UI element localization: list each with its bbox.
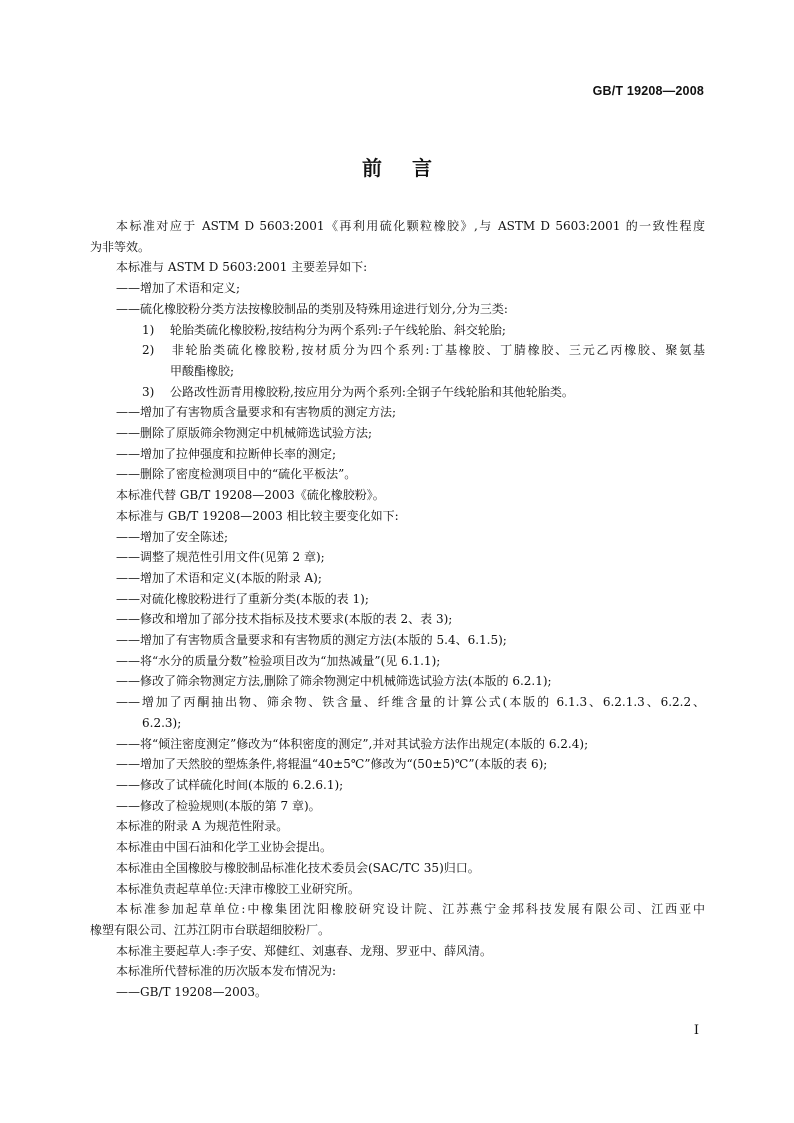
text-line: ——硫化橡胶粉分类方法按橡胶制品的类别及特殊用途进行划分,分为三类: <box>116 301 508 316</box>
list-text: 轮胎类硫化橡胶粉,按结构分为两个系列:子午线轮胎、斜交轮胎; <box>170 322 506 337</box>
text-line: ——删除了密度检测项目中的“硫化平板法”。 <box>116 467 357 482</box>
text-line: ——调整了规范性引用文件(见第 2 章); <box>116 550 325 565</box>
list-text: 公路改性沥青用橡胶粉,按应用分为两个系列:全钢子午线轮胎和其他轮胎类。 <box>170 384 574 399</box>
text-line <box>90 382 705 403</box>
text-line: ——对硫化橡胶粉进行了重新分类(本版的表 1); <box>116 591 369 606</box>
text-line: ——修改了检验规则(本版的第 7 章)。 <box>116 798 321 813</box>
text-line: ——删除了原版筛余物测定中机械筛选试验方法; <box>116 426 373 441</box>
text-line: ——GB/T 19208—2003。 <box>116 985 267 1000</box>
text-line: 6.2.3); <box>142 715 182 730</box>
text-line: 本标准由中国石油和化学工业协会提出。 <box>116 840 333 855</box>
text-line: ——增加了术语和定义; <box>116 281 241 296</box>
text-line <box>90 320 705 341</box>
foreword-body <box>90 216 705 1003</box>
text-line: 本标准的附录 A 为规范性附录。 <box>116 819 289 834</box>
text-line: 本标准参加起草单位:中橡集团沈阳橡胶研究设计院、江苏燕宁金邦科技发展有限公司、江西亚中 <box>116 902 705 917</box>
text-line <box>90 340 705 361</box>
list-number: 2) <box>142 343 155 358</box>
text-line: ——修改了试样硫化时间(本版的 6.2.6.1); <box>116 777 344 792</box>
list-number: 1) <box>142 322 155 337</box>
text-line: 甲酸酯橡胶; <box>170 363 235 378</box>
text-line: 本标准对应于 ASTM D 5603:2001《再利用硫化颗粒橡胶》,与 ASTM D 5603:2001 的一致性程度 <box>116 219 705 233</box>
text-line: ——将“倾注密度测定”修改为“体积密度的测定”,并对其试验方法作出规定(本版的 6.2.4); <box>116 736 589 751</box>
text-line: 橡塑有限公司、江苏江阴市台联超细胶粉厂。 <box>90 922 331 937</box>
text-line: ——修改和增加了部分技术指标及技术要求(本版的表 2、表 3); <box>116 612 453 627</box>
text-line: ——增加了拉伸强度和拉断伸长率的测定; <box>116 446 337 461</box>
text-line: 为非等效。 <box>90 239 151 254</box>
text-line: 本标准所代替标准的历次版本发布情况为: <box>116 964 337 979</box>
text-line: ——增加了术语和定义(本版的附录 A); <box>116 570 322 585</box>
text-line: 本标准主要起草人:李子安、郑健红、刘惠春、龙翔、罗亚中、薛风清。 <box>116 943 493 958</box>
text-line: ——将“水分的质量分数”检验项目改为“加热减量”(见 6.1.1); <box>116 653 441 668</box>
text-line: ——增加了有害物质含量要求和有害物质的测定方法(本版的 5.4、6.1.5); <box>116 633 507 648</box>
text-line: 本标准与 ASTM D 5603:2001 主要差异如下: <box>116 260 368 275</box>
text-line: ——增加了丙酮抽出物、筛余物、铁含量、纤维含量的计算公式(本版的 6.1.3、6.2.1.3、6.2.2、 <box>116 695 705 710</box>
standard-code: GB/T 19208—2008 <box>592 84 704 98</box>
list-number: 3) <box>142 384 155 399</box>
text-line: ——修改了筛余物测定方法,删除了筛余物测定中机械筛选试验方法(本版的 6.2.1); <box>116 674 552 689</box>
list-text: 非轮胎类硫化橡胶粉,按材质分为四个系列:丁基橡胶、丁腈橡胶、三元乙丙橡胶、聚氨基 <box>170 343 705 358</box>
page-title: 前言 <box>362 156 462 180</box>
page-number: I <box>693 1023 699 1038</box>
text-line: 本标准代替 GB/T 19208—2003《硫化橡胶粉》。 <box>116 488 385 503</box>
text-line: 本标准与 GB/T 19208—2003 相比较主要变化如下: <box>116 508 399 523</box>
text-line: ——增加了天然胶的塑炼条件,将辊温“40±5℃”修改为“(50±5)℃”(本版的表 6); <box>116 757 548 772</box>
text-line: ——增加了安全陈述; <box>116 529 229 544</box>
text-line: 本标准负责起草单位:天津市橡胶工业研究所。 <box>116 881 361 896</box>
text-line: ——增加了有害物质含量要求和有害物质的测定方法; <box>116 405 397 420</box>
text-line: 本标准由全国橡胶与橡胶制品标准化技术委员会(SAC/TC 35)归口。 <box>116 860 480 875</box>
